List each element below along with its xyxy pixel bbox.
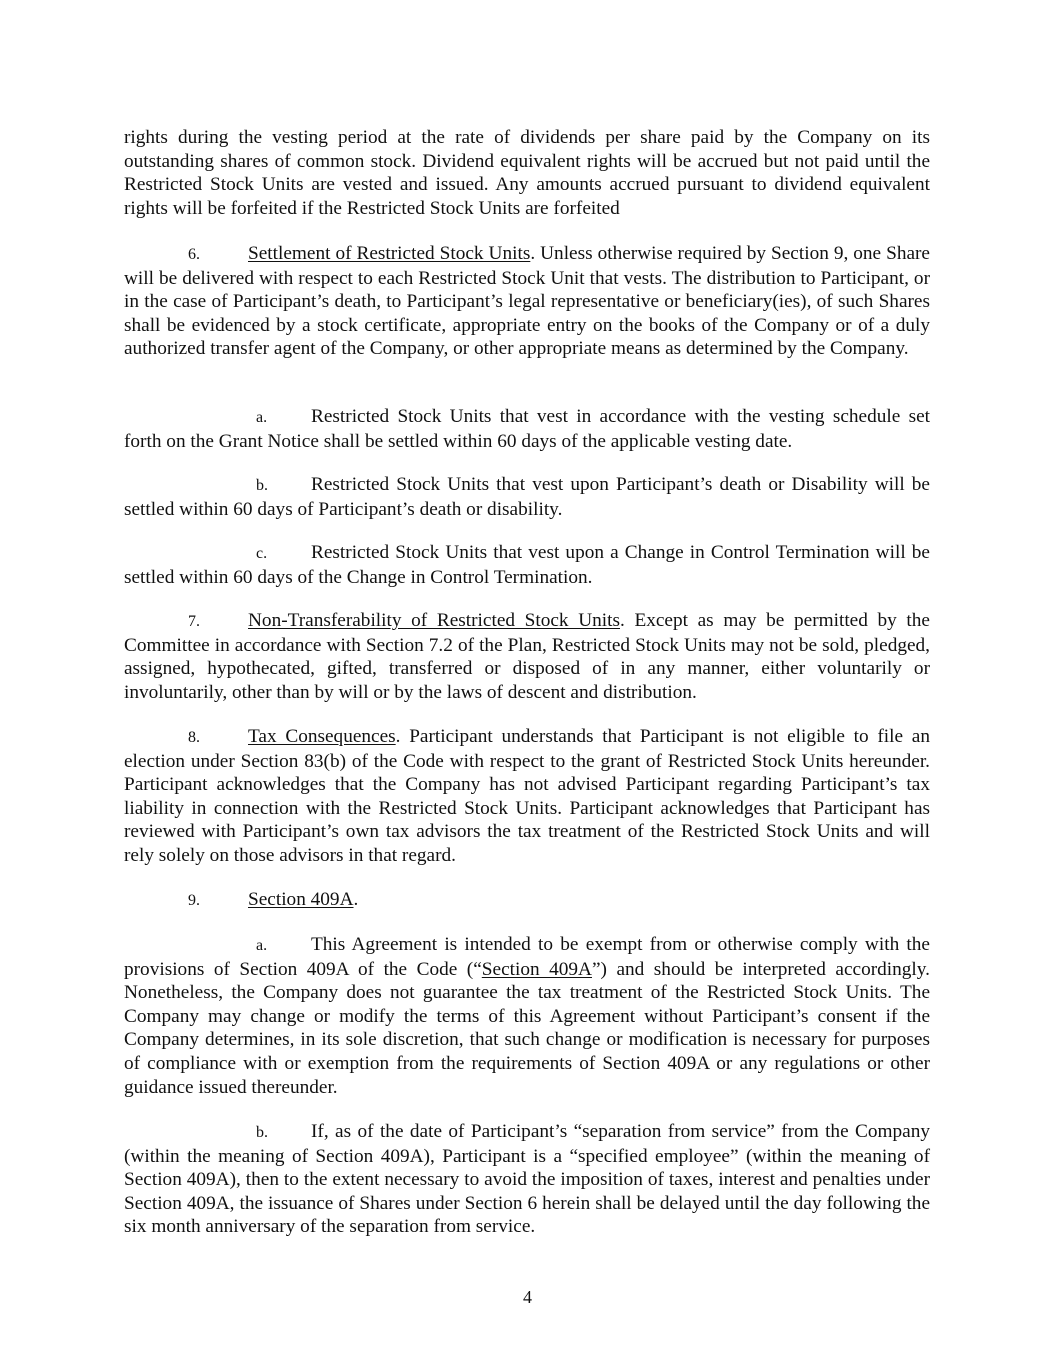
section-9b-paragraph	[124, 1120, 930, 1239]
section-9a-paragraph	[124, 933, 930, 1099]
section-body: . Participant understands that Participant is not eligible to file an election under Section 83(b) of the Code with respect to the grant of Restricted Stock Units hereunder. Participant acknowledges that the Company has not advised Participant regarding Participant’s tax liability in connection with the Restricted Stock Units. Participant acknowledges that Participant has reviewed with Participant’s own tax advisors the tax treatment of the Restricted Stock Units and will rely solely on those advisors in that regard.	[124, 726, 930, 866]
subsection-text: Restricted Stock Units that vest upon Participant’s death or Disability will be settled within 60 days of Participant’s death or disability.	[124, 474, 930, 520]
section-9-paragraph	[124, 888, 930, 913]
section-7-paragraph	[124, 609, 930, 704]
section-heading: Section 409A	[248, 889, 354, 910]
subsection-text: If, as of the date of Participant’s “separation from service” from the Company (within the meaning of Section 409A), Participant is a “specified employee” (within the meaning of Section 409A), then to the extent necessary to avoid the imposition of taxes, interest and penalties under Section 409A, the issuance of Shares under Section 6 herein shall be delayed until the day following the six month anniversary of the separation from service.	[124, 1121, 930, 1238]
dividend-text: rights during the vesting period at the rate of dividends per share paid by the Company on its outstanding shares of common stock. Dividend equivalent rights will be accrued but not paid until the Restricted Stock Units are vested and issued. Any amounts accrued pursuant to dividend equivalent rights will be forfeited if the Restricted Stock Units are forfeited	[124, 127, 930, 219]
section-6c-paragraph	[124, 541, 930, 589]
section-heading-period: .	[353, 889, 359, 910]
section-6-paragraph	[124, 242, 930, 361]
section-body: . Unless otherwise required by Section 9, one Share will be delivered with respect to each Restricted Stock Unit that vests. The distribution to Participant, or in the case of Participant’s death, to Participant’s legal representative or beneficiary(ies), of such Shares shall be evidenced by a stock certificate, appropriate entry on the books of the Company or of a duly authorized transfer agent of the Company, or other appropriate means as determined by the Company.	[124, 243, 930, 360]
section-number: 9.	[188, 892, 200, 909]
subsection-text: Restricted Stock Units that vest upon a Change in Control Termination will be settled within 60 days of the Change in Control Termination.	[124, 542, 930, 588]
subsection-text: Restricted Stock Units that vest in accordance with the vesting schedule set forth on the Grant Notice shall be settled within 60 days of the applicable vesting date.	[124, 406, 930, 452]
section-number: 7.	[188, 613, 200, 630]
subsection-letter: a.	[256, 937, 268, 954]
subsection-text-2: ”) and should be interpreted accordingly. Nonetheless, the Company does not guarantee the tax treatment of the Restricted Stock Units. The Company may change or modify the terms of this Agreement without Participant’s consent if the Company determines, in its sole discretion, that such change or modification is necessary for purposes of compliance with or exemption from the requirements of Section 409A or any regulations or other guidance issued thereunder.	[124, 958, 930, 1098]
subsection-letter: c.	[256, 545, 268, 562]
section-number: 8.	[188, 729, 200, 746]
defined-term-section-409a: Section 409A	[481, 958, 592, 980]
section-heading: Tax Consequences	[248, 726, 396, 747]
subsection-letter: b.	[256, 1124, 268, 1141]
page-number: 4	[523, 1287, 532, 1307]
section-number: 6.	[188, 246, 200, 263]
subsection-letter: a.	[256, 409, 268, 426]
subsection-letter: b.	[256, 477, 268, 494]
subsection-text-1: This Agreement is intended to be exempt from or otherwise comply with the provisions of Section 409A of the Code (“	[124, 934, 930, 980]
section-8-paragraph	[124, 725, 930, 868]
section-6b-paragraph	[124, 473, 930, 521]
section-body: . Except as may be permitted by the Committee in accordance with Section 7.2 of the Plan, Restricted Stock Units may not be sold, pledged, assigned, hypothecated, gifted, transferred or disposed of in any manner, either voluntarily or involuntarily, other than by will or by the laws of descent and distribution.	[124, 610, 930, 703]
section-heading: Settlement of Restricted Stock Units	[248, 243, 531, 264]
section-heading: Non-Transferability of Restricted Stock Units	[248, 610, 620, 631]
section-6a-paragraph	[124, 405, 930, 453]
dividend-paragraph	[124, 126, 930, 220]
